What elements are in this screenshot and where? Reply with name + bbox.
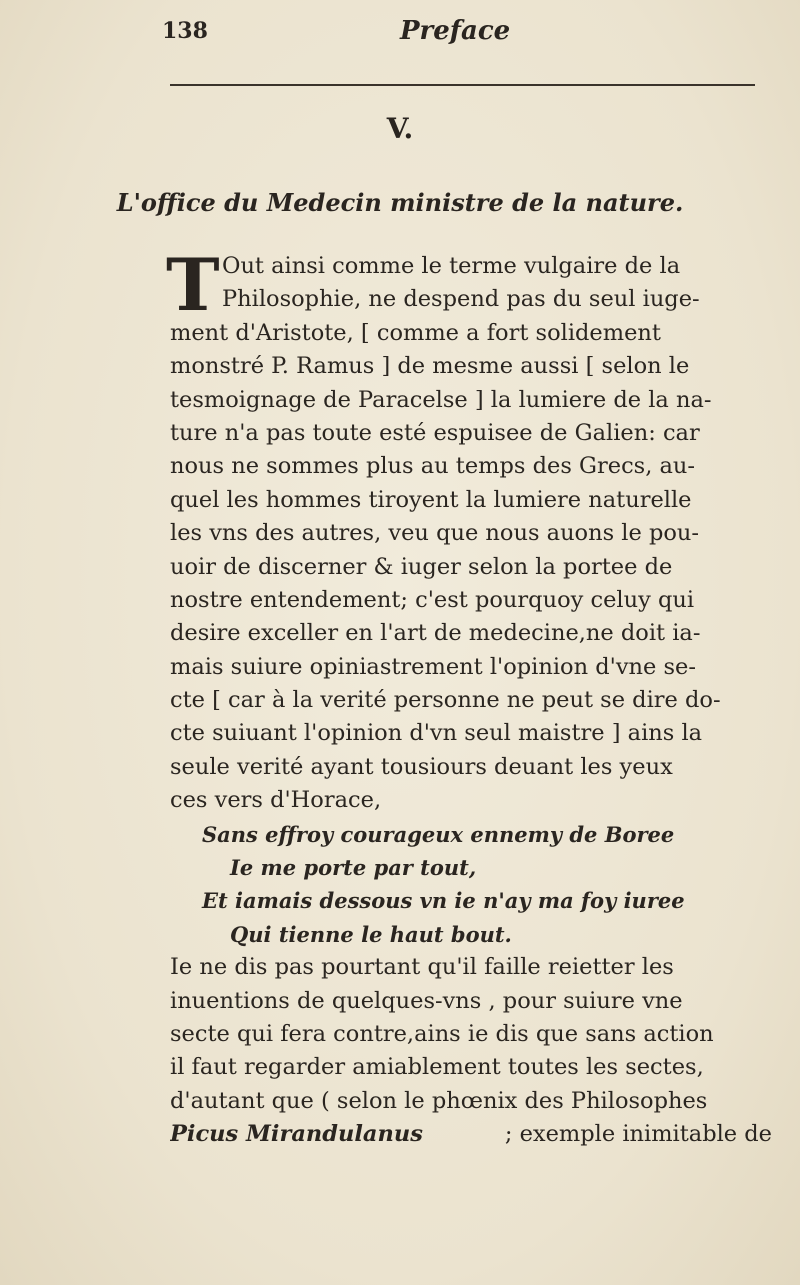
text-line: ment d'Aristote, [ comme a fort solidement [170,319,661,346]
text-line: desire exceller en l'art de medecine,ne doit ia- [170,620,701,647]
page-header [162,18,762,58]
text-line: mais suiure opiniastrement l'opinion d'vne se- [170,653,696,680]
text-line: quel les hommes tiroyent la lumiere naturelle [170,486,692,513]
verse-line: Qui tienne le haut bout. [230,921,512,947]
text-line: uoir de discerner & iuger selon la portee de [170,553,673,580]
verse-line: Ie me porte par tout, [230,855,477,881]
final-text-line [170,1118,772,1151]
text-line: cte [ car à la verité personne ne peut se dire do- [170,687,721,714]
text-line: cte suiuant l'opinion d'vn seul maistre ] ains la [170,720,703,747]
page-number: 138 [162,18,208,44]
author-name: Picus Mirandulanus [170,1121,423,1148]
opening-paragraph [166,242,772,327]
text-line: tesmoignage de Paracelse ] la lumiere de la na- [170,386,712,413]
running-head: Preface [400,16,511,46]
text-line: ces vers d'Horace, [170,787,382,814]
text-line: seule verité ayant tousiours deuant les yeux [170,753,673,780]
header-rule [170,84,755,86]
text-line: Philosophie, ne despend pas du seul iuge- [222,286,700,313]
text-line: inuentions de quelques-vns , pour suiure vne [170,987,683,1014]
text-line: ture n'a pas toute esté espuisee de Galien: car [170,419,700,446]
text-line: Out ainsi comme le terme vulgaire de la [222,253,681,279]
text-line: monstré P. Ramus ] de mesme aussi [ selon le [170,353,690,380]
verse-line: Et iamais dessous vn ie n'ay ma foy iuree [202,888,685,914]
final-line-rest: ; exemple inimitable de [504,1121,772,1148]
text-line: il faut regarder amiablement toutes les sectes, [170,1054,704,1081]
body-text [166,242,772,1152]
section-number: V. [386,112,414,145]
section-title: L'office du Medecin ministre de la nature. [116,188,684,217]
drop-cap: T [166,242,220,327]
text-line: secte qui fera contre,ains ie dis que sans action [170,1020,714,1047]
text-line: nostre entendement; c'est pourquoy celuy qui [170,586,695,613]
text-line: nous ne sommes plus au temps des Grecs, au- [170,453,696,480]
text-line: d'autant que ( selon le phœnix des Philosophes [170,1087,708,1114]
text-line: les vns des autres, veu que nous auons le pou- [170,520,700,547]
text-line: Ie ne dis pas pourtant qu'il faille reietter les [170,954,674,981]
verse-line: Sans effroy courageux ennemy de Boree [202,821,675,847]
